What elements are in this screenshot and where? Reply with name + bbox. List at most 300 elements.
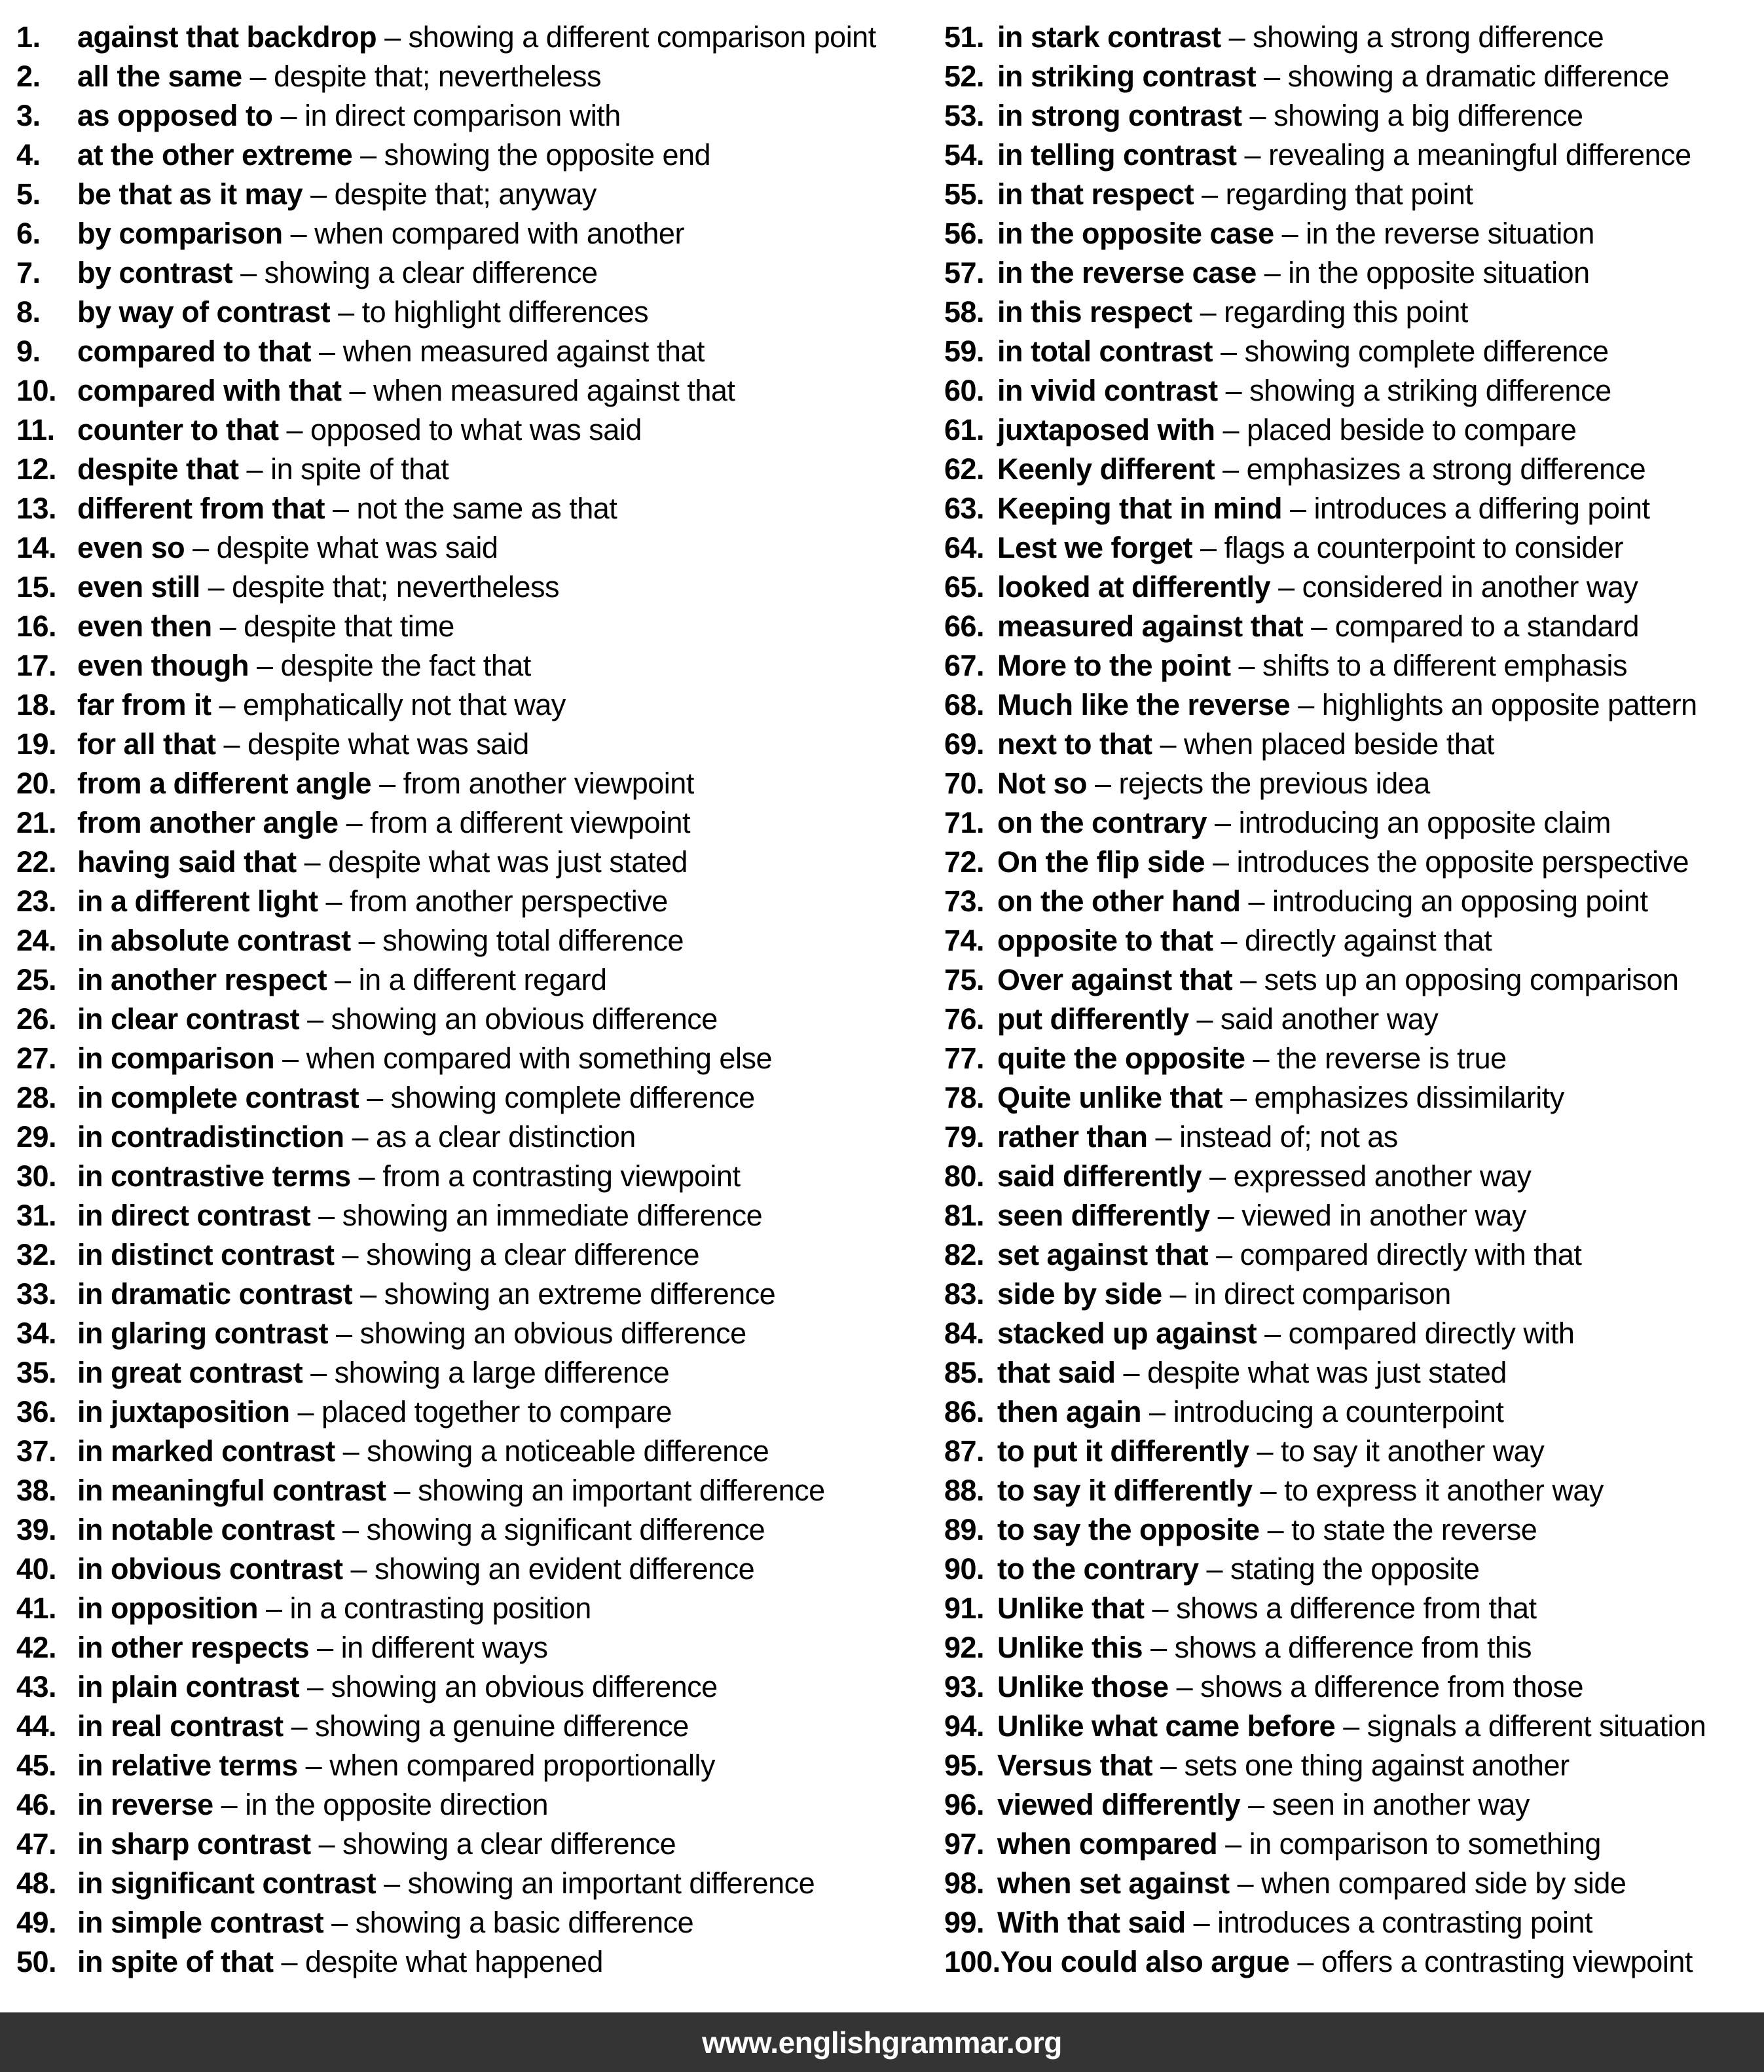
item-phrase: even so [77,531,185,564]
list-item [16,1785,907,1825]
list-item [16,1628,907,1667]
item-number: 3. [16,99,41,132]
item-number: 47. [16,1827,57,1861]
item-definition: despite that; nevertheless [274,60,601,93]
item-definition: showing an obvious difference [359,1317,746,1350]
item-phrase: Over against that [997,963,1233,996]
list-item [944,332,1763,371]
item-number: 29. [16,1120,57,1154]
item-phrase: in distinct contrast [77,1238,335,1271]
item-dash-separator: – [1221,335,1237,368]
item-definition: compared to a standard [1334,609,1639,643]
item-number: 1. [16,20,41,54]
list-item [944,685,1763,725]
item-number: 19. [16,727,57,761]
item-dash-separator: – [1240,963,1257,996]
item-number: 41. [16,1591,57,1625]
list-item [944,1078,1763,1118]
item-phrase: in direct contrast [77,1199,311,1232]
item-number: 15. [16,570,57,604]
list-item [944,1196,1763,1235]
item-definition: showing a significant difference [366,1513,765,1546]
list-item [944,175,1763,214]
list-item [16,489,907,528]
item-definition: placed beside to compare [1247,413,1577,446]
item-dash-separator: – [265,1591,282,1625]
item-number: 79. [944,1120,985,1154]
item-definition: showing a clear difference [264,256,598,289]
item-number: 40. [16,1552,57,1586]
item-phrase: in contrastive terms [77,1159,351,1193]
item-definition: showing a dramatic difference [1287,60,1670,93]
item-definition: despite that; nevertheless [232,570,559,604]
item-number: 50. [16,1945,57,1978]
item-dash-separator: – [1237,1866,1254,1900]
item-phrase: for all that [77,727,216,761]
list-item [944,1785,1763,1825]
item-number: 65. [944,570,985,604]
item-dash-separator: – [384,1866,400,1900]
phrase-list-column-right [944,18,1763,1982]
item-dash-separator: – [305,1749,322,1782]
item-phrase: You could also argue [1000,1945,1290,1978]
item-definition: seen in another way [1272,1788,1530,1821]
item-number: 27. [16,1042,57,1075]
item-definition: showing an obvious difference [331,1002,718,1036]
item-definition: showing an obvious difference [331,1670,718,1703]
item-definition: despite what happened [305,1945,603,1978]
item-dash-separator: – [307,1670,323,1703]
item-dash-separator: – [318,1199,335,1232]
list-item [944,528,1763,568]
item-number: 64. [944,531,985,564]
item-definition: when measured against that [373,374,735,407]
item-definition: showing a genuine difference [315,1709,689,1743]
item-phrase: in real contrast [77,1709,284,1743]
item-phrase: next to that [997,727,1152,761]
item-phrase: to the contrary [997,1552,1199,1586]
item-dash-separator: – [394,1474,411,1507]
item-definition: despite what was just stated [1147,1356,1507,1389]
item-definition: from another viewpoint [403,767,694,800]
item-number: 57. [944,256,985,289]
item-phrase: seen differently [997,1199,1210,1232]
item-number: 60. [944,374,985,407]
item-dash-separator: – [1155,1120,1172,1154]
item-number: 63. [944,492,985,525]
item-dash-separator: – [1221,924,1237,957]
item-phrase: in reverse [77,1788,213,1821]
item-dash-separator: – [219,688,236,721]
list-item [16,410,907,450]
list-item [16,1314,907,1353]
item-dash-separator: – [257,649,273,682]
item-number: 84. [944,1317,985,1350]
list-item [944,450,1763,489]
item-number: 75. [944,963,985,996]
item-number: 46. [16,1788,57,1821]
item-number: 36. [16,1395,57,1428]
item-number: 28. [16,1081,57,1114]
item-dash-separator: – [358,1159,375,1193]
item-definition: in spite of that [270,452,449,486]
list-item [944,18,1763,57]
item-phrase: in spite of that [77,1945,274,1978]
item-number: 90. [944,1552,985,1586]
item-dash-separator: – [246,452,263,486]
item-definition: introduces a contrasting point [1217,1906,1592,1939]
item-phrase: against that backdrop [77,20,377,54]
list-item [16,921,907,960]
item-number: 13. [16,492,57,525]
item-definition: showing a clear difference [342,1827,676,1861]
item-definition: shows a difference from those [1200,1670,1584,1703]
item-phrase: in that respect [997,177,1194,211]
item-phrase: Unlike that [997,1591,1145,1625]
item-number: 17. [16,649,57,682]
list-item [944,568,1763,607]
item-number: 51. [944,20,985,54]
item-number: 6. [16,217,41,250]
item-number: 11. [16,413,55,446]
item-definition: to state the reverse [1291,1513,1537,1546]
item-definition: in the opposite situation [1288,256,1590,289]
list-item [944,1314,1763,1353]
item-definition: from a different viewpoint [370,806,691,839]
item-definition: said another way [1221,1002,1439,1036]
item-number: 56. [944,217,985,250]
item-dash-separator: – [346,806,363,839]
item-phrase: in vivid contrast [997,374,1218,407]
item-number: 69. [944,727,985,761]
item-phrase: even still [77,570,200,604]
list-item [944,725,1763,764]
item-number: 83. [944,1277,985,1311]
item-number: 33. [16,1277,57,1311]
item-phrase: counter to that [77,413,279,446]
item-number: 9. [16,335,41,368]
list-item [16,1550,907,1589]
list-item [16,1864,907,1903]
item-dash-separator: – [360,138,377,172]
item-number: 85. [944,1356,985,1389]
item-number: 81. [944,1199,985,1232]
list-item [16,1275,907,1314]
item-number: 70. [944,767,985,800]
list-item [944,96,1763,136]
item-dash-separator: – [297,1395,314,1428]
item-number: 62. [944,452,985,486]
list-item [16,253,907,293]
item-phrase: all the same [77,60,242,93]
item-dash-separator: – [281,1945,298,1978]
item-dash-separator: – [1260,1474,1277,1507]
item-number: 34. [16,1317,57,1350]
item-dash-separator: – [1297,1945,1314,1978]
list-item [944,1667,1763,1707]
item-dash-separator: – [249,60,266,93]
item-definition: in the reverse situation [1306,217,1594,250]
item-definition: introducing an opposing point [1272,884,1648,918]
footer-bar [0,2012,1764,2072]
item-definition: introducing a counterpoint [1173,1395,1504,1428]
item-phrase: when compared [997,1827,1218,1861]
list-item [944,253,1763,293]
list-item [944,1353,1763,1392]
item-phrase: side by side [997,1277,1162,1311]
item-number: 18. [16,688,57,721]
item-definition: in different ways [340,1631,548,1664]
item-phrase: in telling contrast [997,138,1237,172]
item-dash-separator: – [349,374,366,407]
item-phrase: in clear contrast [77,1002,300,1036]
list-item [16,1196,907,1235]
item-number: 8. [16,295,41,329]
item-dash-separator: – [325,884,342,918]
item-dash-separator: – [1202,177,1218,211]
list-item [16,214,907,253]
item-dash-separator: – [1244,138,1261,172]
item-definition: despite what was said [248,727,529,761]
item-number: 88. [944,1474,985,1507]
item-dash-separator: – [307,1002,323,1036]
item-definition: despite the fact that [280,649,531,682]
list-item [16,57,907,96]
item-dash-separator: – [1196,1002,1213,1036]
item-number: 58. [944,295,985,329]
item-dash-separator: – [1200,295,1217,329]
list-item [16,450,907,489]
item-number: 89. [944,1513,985,1546]
list-item [16,685,907,725]
item-number: 71. [944,806,985,839]
item-phrase: far from it [77,688,211,721]
item-dash-separator: – [1267,1513,1284,1546]
item-phrase: in contradistinction [77,1120,344,1154]
item-number: 22. [16,845,57,879]
item-definition: showing an extreme difference [384,1277,776,1311]
item-number: 2. [16,60,41,93]
item-dash-separator: – [384,20,401,54]
list-item [944,921,1763,960]
item-number: 91. [944,1591,985,1625]
item-phrase: opposite to that [997,924,1213,957]
item-dash-separator: – [291,1709,308,1743]
item-definition: rejects the previous idea [1118,767,1430,800]
item-phrase: in strong contrast [997,99,1242,132]
list-item [16,528,907,568]
list-item [16,18,907,57]
list-item [944,764,1763,803]
item-dash-separator: – [1290,492,1306,525]
list-item [16,1589,907,1628]
item-dash-separator: – [1225,374,1242,407]
list-item [944,1000,1763,1039]
item-definition: showing a basic difference [355,1906,694,1939]
item-phrase: be that as it may [77,177,303,211]
list-item [16,1903,907,1942]
list-item [16,1510,907,1550]
list-item [944,1392,1763,1432]
list-item [16,332,907,371]
item-phrase: in complete contrast [77,1081,359,1114]
list-item [944,136,1763,175]
item-number: 32. [16,1238,57,1271]
item-dash-separator: – [331,1906,348,1939]
item-phrase: from another angle [77,806,339,839]
item-dash-separator: – [1150,1631,1167,1664]
list-item [16,843,907,882]
item-dash-separator: – [1149,1395,1166,1428]
item-definition: to say it another way [1281,1434,1545,1468]
item-number: 86. [944,1395,985,1428]
item-definition: when compared side by side [1261,1866,1626,1900]
item-phrase: Much like the reverse [997,688,1291,721]
list-item [16,764,907,803]
item-phrase: in juxtaposition [77,1395,290,1428]
list-item [944,1157,1763,1196]
item-number: 39. [16,1513,57,1546]
item-phrase: by comparison [77,217,283,250]
item-number: 21. [16,806,57,839]
item-dash-separator: – [1160,1749,1177,1782]
item-number: 95. [944,1749,985,1782]
list-item [944,1275,1763,1314]
footer-site-label: www.englishgrammar.org [702,2025,1062,2060]
item-phrase: Unlike this [997,1631,1143,1664]
item-number: 92. [944,1631,985,1664]
item-definition: in comparison to something [1249,1827,1601,1861]
item-phrase: that said [997,1356,1116,1389]
item-definition: showing an evident difference [375,1552,755,1586]
item-dash-separator: – [360,1277,377,1311]
item-definition: when placed beside that [1184,727,1494,761]
item-number: 16. [16,609,57,643]
item-phrase: in meaningful contrast [77,1474,386,1507]
item-number: 24. [16,924,57,957]
item-number: 14. [16,531,57,564]
list-item [16,1039,907,1078]
item-phrase: More to the point [997,649,1231,682]
item-definition: regarding this point [1224,295,1468,329]
item-definition: revealing a meaningful difference [1268,138,1691,172]
item-definition: in direct comparison [1194,1277,1451,1311]
item-number: 82. [944,1238,985,1271]
item-phrase: Unlike those [997,1670,1169,1703]
list-item [944,1746,1763,1785]
item-phrase: compared to that [77,335,312,368]
item-phrase: as opposed to [77,99,273,132]
item-definition: regarding that point [1225,177,1473,211]
item-definition: introducing an opposite claim [1238,806,1611,839]
item-dash-separator: – [1160,727,1177,761]
item-number: 12. [16,452,57,486]
item-phrase: in the reverse case [997,256,1257,289]
list-item [16,1746,907,1785]
item-dash-separator: – [193,531,209,564]
item-dash-separator: – [317,1631,333,1664]
item-definition: to highlight differences [361,295,649,329]
item-phrase: Keeping that in mind [997,492,1282,525]
item-definition: signals a different situation [1367,1709,1706,1743]
item-definition: the reverse is true [1277,1042,1507,1075]
item-phrase: in notable contrast [77,1513,335,1546]
item-dash-separator: – [1216,1238,1232,1271]
item-definition: emphatically not that way [243,688,566,721]
list-item [16,803,907,843]
item-definition: instead of; not as [1179,1120,1398,1154]
list-item [16,175,907,214]
item-phrase: in obvious contrast [77,1552,343,1586]
item-definition: in a different regard [358,963,607,996]
item-number: 25. [16,963,57,996]
item-dash-separator: – [1200,531,1217,564]
item-dash-separator: – [1169,1277,1186,1311]
item-definition: showing a noticeable difference [367,1434,769,1468]
item-definition: in direct comparison with [304,99,621,132]
item-phrase: in a different light [77,884,318,918]
list-item [16,725,907,764]
item-dash-separator: – [1253,1042,1270,1075]
list-item [944,1550,1763,1589]
item-definition: showing an important difference [407,1866,815,1900]
item-number: 76. [944,1002,985,1036]
item-dash-separator: – [335,963,351,996]
list-item [944,843,1763,882]
list-item [16,1235,907,1275]
item-phrase: even though [77,649,249,682]
item-definition: from a contrasting viewpoint [382,1159,741,1193]
item-dash-separator: – [1225,1827,1241,1861]
item-phrase: in total contrast [997,335,1213,368]
item-phrase: in plain contrast [77,1670,300,1703]
item-phrase: Quite unlike that [997,1081,1223,1114]
item-phrase: With that said [997,1906,1186,1939]
list-item [944,1039,1763,1078]
item-phrase: to say it differently [997,1474,1253,1507]
item-number: 45. [16,1749,57,1782]
item-definition: when compared with something else [306,1042,772,1075]
item-definition: introduces a differing point [1314,492,1650,525]
list-item [944,1628,1763,1667]
item-phrase: by contrast [77,256,233,289]
item-number: 93. [944,1670,985,1703]
item-phrase: in great contrast [77,1356,303,1389]
item-definition: introduces the opposite perspective [1236,845,1689,879]
item-dash-separator: – [1228,20,1245,54]
item-dash-separator: – [1257,1434,1273,1468]
item-definition: sets up an opposing comparison [1264,963,1679,996]
item-phrase: measured against that [997,609,1304,643]
item-dash-separator: – [304,845,321,879]
item-definition: expressed another way [1233,1159,1532,1193]
item-phrase: in stark contrast [997,20,1221,54]
list-item [944,410,1763,450]
item-definition: offers a contrasting viewpoint [1321,1945,1693,1978]
item-dash-separator: – [1298,688,1314,721]
item-number: 97. [944,1827,985,1861]
item-number: 80. [944,1159,985,1193]
item-dash-separator: – [336,1317,352,1350]
list-item [944,882,1763,921]
item-number: 30. [16,1159,57,1193]
item-definition: showing the opposite end [384,138,711,172]
item-dash-separator: – [1215,806,1231,839]
item-phrase: looked at differently [997,570,1271,604]
list-item [16,1078,907,1118]
item-phrase: Not so [997,767,1087,800]
item-number: 23. [16,884,57,918]
